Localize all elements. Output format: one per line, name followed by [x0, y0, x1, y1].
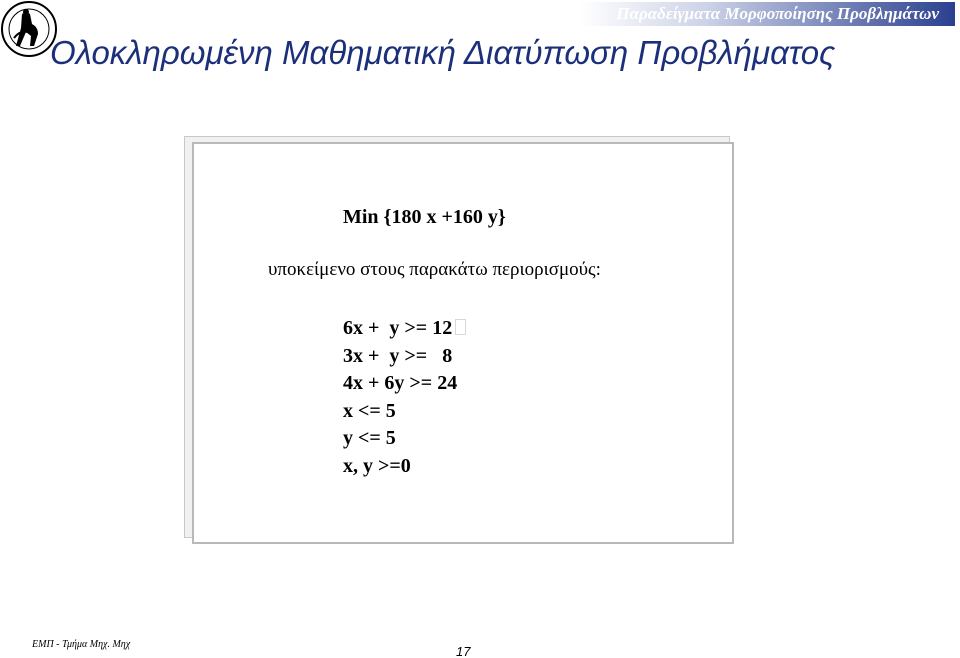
constraint-item: 3x + y >= 8 [343, 344, 453, 367]
constraint-item: x, y >=0 [343, 454, 411, 477]
text-cursor-box [455, 319, 466, 335]
constraint-item: 6x + y >= 12 [343, 315, 466, 343]
objective-function: Min {180 x +160 y} [343, 206, 506, 228]
constraint-item: x <= 5 [343, 399, 396, 422]
slide-title: Ολοκληρωμένη Μαθηματική Διατύπωση Προβλήματος [50, 34, 836, 71]
header-bar [62, 2, 955, 26]
page-number: 17 [456, 644, 471, 658]
subject-to-label: υποκείμενο στους παρακάτω περιορισμούς: [268, 259, 601, 280]
footer-institution: ΕΜΠ - Τμήμα Μηχ. Μηχ [32, 639, 131, 650]
section-title: Παραδείγματα Μορφοποίησης Προβλημάτων [616, 4, 939, 23]
constraint-item: 4x + 6y >= 24 [343, 372, 458, 394]
constraints-list [343, 315, 466, 480]
constraint-item: y <= 5 [343, 427, 396, 449]
